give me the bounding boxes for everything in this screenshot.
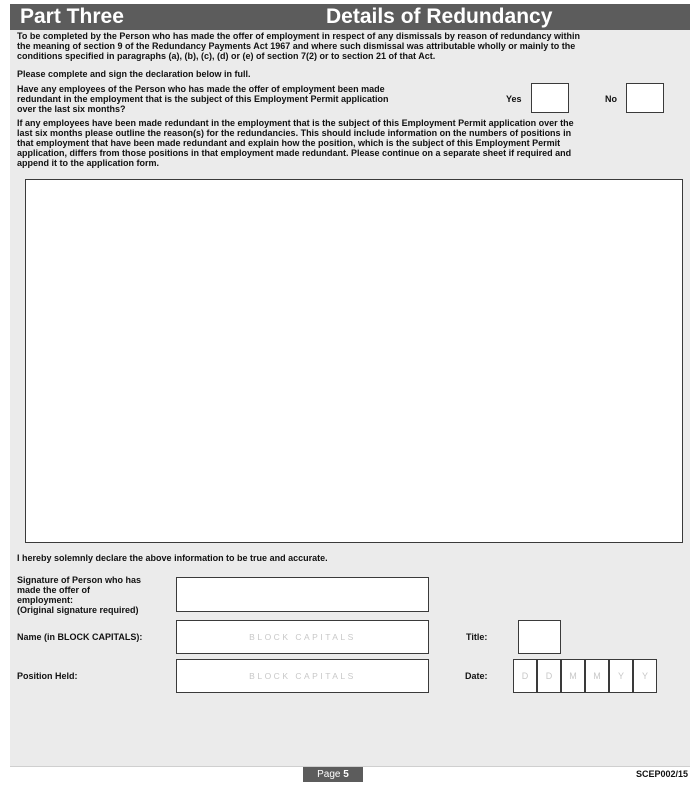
explain-line-4: application, differs from those positions in that employment made redundant. Please continue on a separate sheet if required and (17, 148, 572, 158)
page-number: 5 (343, 769, 349, 780)
signature-label-line-1: Signature of Person who has (17, 575, 142, 585)
declaration-text: I hereby solemnly declare the above information to be true and accurate. (17, 553, 328, 563)
signature-label-line-4: (Original signature required) (17, 605, 139, 615)
date-day-2[interactable]: D (537, 659, 561, 693)
question-line-3: over the last six months? (17, 104, 126, 114)
question-line-2: redundant in the employment that is the subject of this Employment Permit application (17, 94, 389, 104)
form-code: SCEP002/15 (635, 769, 688, 779)
date-day-1[interactable]: D (513, 659, 537, 693)
part-title: Part Three (20, 5, 124, 28)
redundancy-details-textarea[interactable] (25, 179, 683, 543)
section-title: Details of Redundancy (326, 5, 553, 28)
explain-line-3: that employment that have been made redundant and explain how the position, which is the subject of this Employment Permit (17, 138, 561, 148)
yes-checkbox[interactable] (531, 83, 569, 113)
no-checkbox[interactable] (626, 83, 664, 113)
intro-line-2: the meaning of section 9 of the Redundancy Payments Act 1967 and where such dismissal was attributable wholly or mainly to the (17, 41, 576, 51)
name-label: Name (in BLOCK CAPITALS): (17, 632, 143, 642)
date-month-2[interactable]: M (585, 659, 609, 693)
date-year-1[interactable]: Y (609, 659, 633, 693)
no-label: No (605, 94, 617, 104)
signature-label-line-3: employment: (17, 595, 74, 605)
explain-line-5: append it to the application form. (17, 158, 160, 168)
question-line-1: Have any employees of the Person who has made the offer of employment been made (17, 84, 385, 94)
explain-line-2: last six months please outline the reason(s) for the redundancies. This should include information on the numbers of positions in (17, 128, 572, 138)
page-label: Page (317, 769, 341, 780)
position-label: Position Held: (17, 671, 78, 681)
date-month-1[interactable]: M (561, 659, 585, 693)
explain-line-1: If any employees have been made redundant in the employment that is the subject of this Employment Permit application over the (17, 118, 574, 128)
intro-line-3: conditions specified in paragraphs (a), (b), (c), (d) or (e) of section 7(2) or to section 21 of that Act. (17, 51, 436, 61)
title-input[interactable] (518, 620, 561, 654)
signature-label-line-2: made the offer of (17, 585, 91, 595)
date-label: Date: (465, 671, 488, 681)
title-label: Title: (466, 632, 488, 642)
date-year-2[interactable]: Y (633, 659, 657, 693)
page-indicator (303, 767, 363, 782)
instruction-text: Please complete and sign the declaration below in full. (17, 69, 251, 79)
signature-field[interactable] (176, 577, 429, 612)
name-placeholder: BLOCK CAPITALS (249, 632, 356, 642)
position-placeholder: BLOCK CAPITALS (249, 671, 356, 681)
yes-label: Yes (506, 94, 522, 104)
intro-line-1: To be completed by the Person who has made the offer of employment in respect of any dismissals by reason of redundancy within (17, 31, 580, 41)
